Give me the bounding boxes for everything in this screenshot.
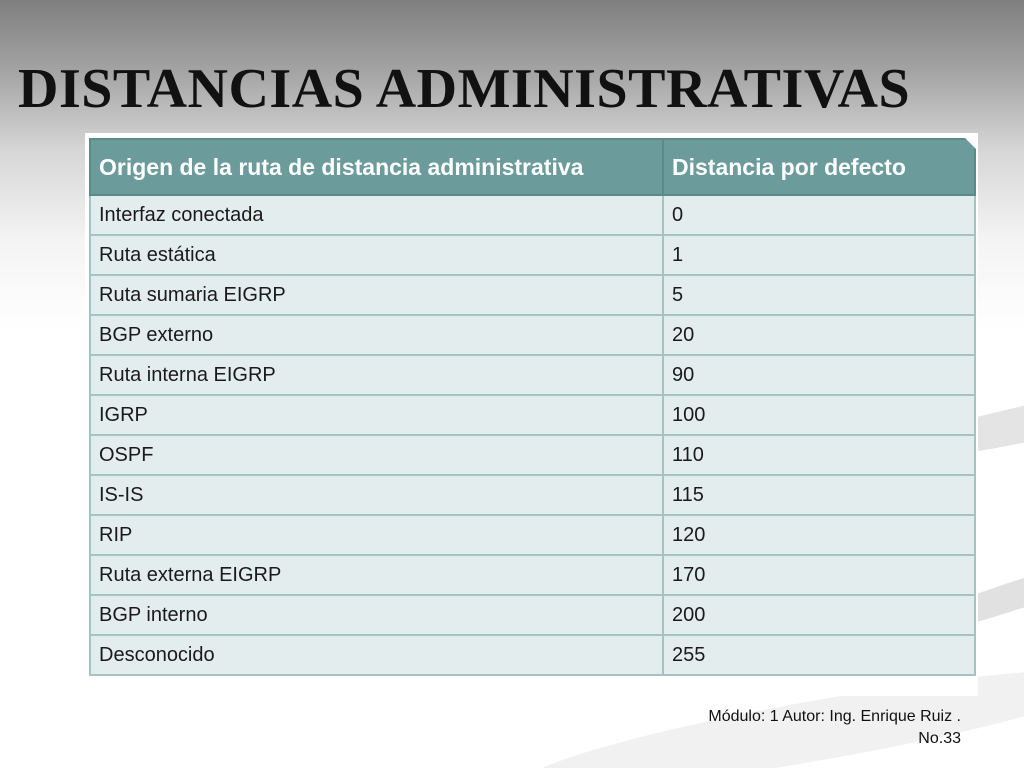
slide-footer bbox=[708, 706, 961, 750]
distance-value-cell: 20 bbox=[663, 315, 975, 355]
route-source-cell: BGP externo bbox=[90, 315, 663, 355]
distance-value-cell: 115 bbox=[663, 475, 975, 515]
distance-value-cell: 200 bbox=[663, 595, 975, 635]
distance-value-cell: 120 bbox=[663, 515, 975, 555]
footer-slide-number: No.33 bbox=[918, 730, 961, 747]
table-header-row bbox=[90, 139, 975, 195]
route-source-cell: RIP bbox=[90, 515, 663, 555]
distance-value-cell: 110 bbox=[663, 435, 975, 475]
table-row bbox=[90, 475, 975, 515]
route-source-cell: Interfaz conectada bbox=[90, 195, 663, 235]
route-source-cell: BGP interno bbox=[90, 595, 663, 635]
distance-value-cell: 0 bbox=[663, 195, 975, 235]
table-corner-fold bbox=[960, 133, 978, 151]
route-source-cell: OSPF bbox=[90, 435, 663, 475]
table-row bbox=[90, 195, 975, 235]
distance-value-cell: 5 bbox=[663, 275, 975, 315]
distance-table bbox=[89, 138, 976, 676]
table-row bbox=[90, 355, 975, 395]
column-header-origin: Origen de la ruta de distancia administrativa bbox=[90, 139, 663, 195]
table-frame bbox=[85, 133, 978, 696]
slide-title: DISTANCIAS ADMINISTRATIVAS bbox=[18, 58, 911, 120]
distance-value-cell: 1 bbox=[663, 235, 975, 275]
table-row bbox=[90, 395, 975, 435]
table-row bbox=[90, 515, 975, 555]
table-row bbox=[90, 595, 975, 635]
route-source-cell: Ruta interna EIGRP bbox=[90, 355, 663, 395]
route-source-cell: Desconocido bbox=[90, 635, 663, 675]
route-source-cell: IS-IS bbox=[90, 475, 663, 515]
table-row bbox=[90, 275, 975, 315]
route-source-cell: Ruta estática bbox=[90, 235, 663, 275]
route-source-cell: IGRP bbox=[90, 395, 663, 435]
distance-value-cell: 90 bbox=[663, 355, 975, 395]
route-source-cell: Ruta externa EIGRP bbox=[90, 555, 663, 595]
distance-value-cell: 170 bbox=[663, 555, 975, 595]
table-row bbox=[90, 435, 975, 475]
table-row bbox=[90, 635, 975, 675]
column-header-distance: Distancia por defecto bbox=[663, 139, 975, 195]
distance-value-cell: 100 bbox=[663, 395, 975, 435]
table-row bbox=[90, 315, 975, 355]
route-source-cell: Ruta sumaria EIGRP bbox=[90, 275, 663, 315]
table-row bbox=[90, 235, 975, 275]
table-row bbox=[90, 555, 975, 595]
footer-author-line: Módulo: 1 Autor: Ing. Enrique Ruiz . bbox=[708, 708, 961, 725]
distance-value-cell: 255 bbox=[663, 635, 975, 675]
